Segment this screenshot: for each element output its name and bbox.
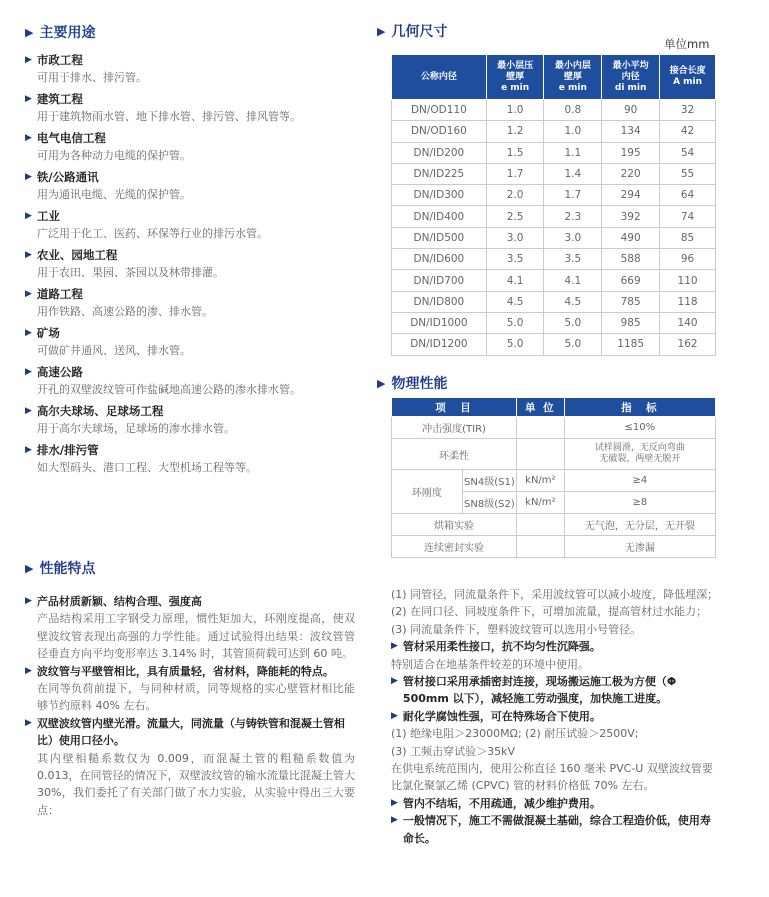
- use-desc: 用于建筑物雨水管、地下排水管、排污管、排风管等。: [37, 110, 301, 123]
- list-item: [25, 169, 365, 203]
- use-title-text: 工业: [36, 209, 60, 223]
- triangle-icon: ▶: [25, 367, 32, 377]
- table-row: [392, 249, 716, 270]
- table-row: [392, 142, 716, 163]
- table-cell: DN/OD160: [392, 121, 487, 142]
- feature-title: [391, 708, 721, 725]
- table-cell: DN/ID500: [392, 227, 487, 248]
- feature-title-text: 产品材质新颖、结构合理、强度高: [36, 595, 202, 608]
- table-cell: 0.8: [544, 100, 602, 121]
- flat-label: 环柔性: [392, 439, 517, 470]
- use-desc: 可做矿井通风、送风、排水管。: [37, 344, 191, 357]
- triangle-icon: ▶: [391, 797, 398, 808]
- sn8-label: SN8级(S2): [462, 492, 516, 514]
- table-cell: 985: [602, 312, 660, 333]
- feature-line: 在供电系统范围内，使用公称直径 160 毫米 PVC-U 双壁波纹管要比氯化聚氯乙烯 (CPVC) 管的材料价格低 70% 左右。: [391, 762, 713, 793]
- table-cell: 1185: [602, 334, 660, 355]
- table-cell: 1.0: [486, 100, 544, 121]
- table-cell: 294: [602, 185, 660, 206]
- feature-title: [25, 715, 355, 750]
- triangle-icon: ▶: [25, 596, 32, 606]
- arrow-icon: ▶: [377, 24, 386, 38]
- feature-title-text: 管材采用柔性接口，抗不均匀性沉降强。: [402, 640, 601, 654]
- table-row: [392, 206, 716, 227]
- table-cell: 54: [660, 142, 716, 163]
- triangle-icon: ▶: [25, 133, 32, 143]
- physical-title: 物理性能: [391, 376, 448, 392]
- list-item: [25, 247, 365, 281]
- table-row: [392, 417, 716, 439]
- impact-label: 冲击强度(TIR): [392, 417, 517, 439]
- table-cell: 392: [602, 206, 660, 227]
- table-row: [392, 334, 716, 355]
- triangle-icon: ▶: [25, 328, 32, 338]
- triangle-icon: ▶: [391, 641, 398, 652]
- use-desc: 用为通讯电缆、光缆的保护管。: [37, 188, 191, 201]
- use-title-text: 矿场: [36, 326, 60, 340]
- table-row: [392, 185, 716, 206]
- table-row: [392, 100, 716, 121]
- geo-header-line: 壁厚: [563, 71, 582, 82]
- triangle-icon: ▶: [25, 406, 32, 416]
- list-item: [25, 130, 365, 164]
- features-left: [25, 593, 355, 819]
- impact-value: ≤10%: [564, 417, 715, 439]
- phys-header-item: 项 目: [392, 398, 517, 417]
- table-cell: 3.0: [544, 227, 602, 248]
- geo-header-cell: [660, 55, 716, 100]
- triangle-icon: ▶: [25, 250, 32, 260]
- geometry-header-row: [392, 55, 716, 100]
- features-title: 性能特点: [39, 561, 96, 577]
- use-title: [25, 325, 365, 342]
- feature-title: [25, 663, 355, 680]
- feature-title: [391, 638, 721, 655]
- phys-header-index: 指 标: [564, 398, 715, 417]
- uses-list: [25, 52, 365, 481]
- use-title-text: 道路工程: [36, 287, 83, 301]
- use-title-text: 排水/排污管: [36, 443, 99, 457]
- table-cell: 4.1: [486, 270, 544, 291]
- geo-header-line: 接合长度: [669, 66, 706, 76]
- table-cell: 1.7: [486, 163, 544, 184]
- table-cell: 3.5: [544, 249, 602, 270]
- feature-point: (2) 在同口径、同坡度条件下，可增加流量，提高管材过水能力；: [391, 605, 708, 619]
- table-cell: 85: [660, 227, 716, 248]
- use-desc: 可用为各种动力电缆的保护管。: [37, 149, 191, 162]
- impact-unit: [517, 417, 565, 439]
- geo-header-cell: [544, 55, 602, 100]
- feature-body: 其内壁相糙系数仅为 0.009，而混凝土管的粗糙系数值为 0.013，在同管径的情况下，双壁波纹管的输水流量比混凝土管大 30%，我们委托了有关部门做了水力实验，从实验中得出三大要点：: [37, 751, 355, 817]
- flat-unit: [517, 439, 565, 470]
- use-title: [25, 208, 365, 225]
- table-cell: DN/ID700: [392, 270, 487, 291]
- feature-title-text: 耐化学腐蚀性强，可在特殊场合下使用。: [402, 709, 601, 723]
- oven-unit: [517, 514, 565, 536]
- use-title: [25, 52, 365, 69]
- use-title-text: 铁/公路通讯: [36, 170, 99, 184]
- table-cell: 3.0: [486, 227, 544, 248]
- use-desc: 可用于排水、排污管。: [37, 71, 147, 84]
- triangle-icon: ▶: [25, 665, 32, 676]
- table-row: [392, 227, 716, 248]
- use-desc: 用作铁路、高速公路的渗、排水管。: [37, 305, 213, 318]
- table-row: [392, 536, 716, 558]
- table-cell: 90: [602, 100, 660, 121]
- list-item: [25, 364, 365, 398]
- feature-title: [391, 795, 721, 812]
- table-cell: DN/ID1200: [392, 334, 487, 355]
- seal-unit: [517, 536, 565, 558]
- triangle-icon: ▶: [25, 211, 32, 221]
- seal-label: 连续密封实验: [392, 536, 517, 558]
- geo-header-line: e min: [501, 82, 530, 93]
- table-cell: DN/ID800: [392, 291, 487, 312]
- arrow-icon: ▶: [25, 25, 34, 39]
- table-cell: 220: [602, 163, 660, 184]
- sn8-unit: kN/m²: [517, 492, 565, 514]
- table-cell: 3.5: [486, 249, 544, 270]
- triangle-icon: ▶: [25, 94, 32, 104]
- use-title: [25, 169, 365, 186]
- table-cell: 5.0: [544, 334, 602, 355]
- triangle-icon: ▶: [25, 289, 32, 299]
- list-item: [25, 325, 365, 359]
- feature-title-text: 管材接口采用承插密封连接，现场搬运施工极为方便（Φ 500mm 以下），减轻施工劳动强度，加快施工进度。: [402, 675, 677, 706]
- uses-title: 主要用途: [39, 25, 96, 41]
- physical-table: [391, 397, 716, 558]
- use-title: [25, 403, 365, 420]
- table-cell: 42: [660, 121, 716, 142]
- use-title: [25, 442, 365, 459]
- oven-value: 无气泡，无分层，无开裂: [564, 514, 715, 536]
- table-cell: 64: [660, 185, 716, 206]
- table-cell: 4.1: [544, 270, 602, 291]
- table-cell: 195: [602, 142, 660, 163]
- table-row: [392, 121, 716, 142]
- use-title-text: 高尔夫球场、足球场工程: [36, 404, 164, 418]
- table-cell: 4.5: [486, 291, 544, 312]
- geo-header-line: 最小内层: [554, 60, 591, 71]
- geo-header-line: 最小平均: [612, 60, 649, 71]
- table-cell: 110: [660, 270, 716, 291]
- table-cell: 32: [660, 100, 716, 121]
- arrow-icon: ▶: [25, 561, 34, 575]
- stiffness-label: 环刚度: [392, 470, 463, 514]
- table-cell: 96: [660, 249, 716, 270]
- table-cell: 1.4: [544, 163, 602, 184]
- use-desc: 如大型码头、港口工程、大型机场工程等等。: [37, 461, 257, 474]
- feature-body: 产品结构采用工字钢受力原理，惯性矩加大，环刚度提高，使双壁波纹管表现出高强的力学性能。通过试验得出结果：波纹管管径垂直方向平均变形率达 3.14% 时，其管顶荷载可达到 60 吨。: [37, 612, 355, 661]
- geometry-heading: [377, 21, 447, 41]
- table-row: [392, 312, 716, 333]
- table-cell: 5.0: [544, 312, 602, 333]
- flat-value: 试样圆滑，无反向弯曲无破裂，两壁无脱开: [564, 439, 715, 470]
- feature-title-text: 双壁波纹管内壁光滑。流量大，同流量（与铸铁管和混凝土管相比）使用口径小。: [36, 716, 345, 748]
- triangle-icon: ▶: [25, 172, 32, 182]
- table-row: [392, 514, 716, 536]
- table-cell: 1.7: [544, 185, 602, 206]
- table-row: [392, 270, 716, 291]
- geo-header-line: 最小层压: [497, 60, 534, 71]
- use-title-text: 建筑工程: [36, 92, 83, 106]
- use-title: [25, 364, 365, 381]
- triangle-icon: ▶: [25, 445, 32, 455]
- table-cell: 1.2: [486, 121, 544, 142]
- sn4-label: SN4级(S1): [462, 470, 516, 492]
- feature-title: [391, 673, 721, 708]
- features-heading: [25, 558, 95, 578]
- geo-header-line: 内径: [621, 71, 640, 82]
- table-cell: DN/ID225: [392, 163, 487, 184]
- triangle-icon: ▶: [391, 676, 398, 687]
- use-desc: 开孔的双壁波纹管可作盐碱地高速公路的渗水排水管。: [37, 383, 301, 396]
- table-cell: 140: [660, 312, 716, 333]
- table-cell: DN/ID300: [392, 185, 487, 206]
- use-title-text: 电气电信工程: [36, 131, 106, 145]
- table-cell: DN/ID1000: [392, 312, 487, 333]
- table-cell: 4.5: [544, 291, 602, 312]
- table-cell: DN/ID200: [392, 142, 487, 163]
- feature-line: (3) 工频击穿试验＞35kV: [391, 744, 515, 758]
- geo-header-cell: [602, 55, 660, 100]
- table-cell: 785: [602, 291, 660, 312]
- feature-body: 在同等负荷前提下，与同种材质，同等规格的实心壁管材相比能够节约原料 40% 左右。: [37, 682, 355, 713]
- table-row: [392, 470, 716, 492]
- geo-header-line: A min: [673, 77, 703, 87]
- table-row: [392, 291, 716, 312]
- feature-line: (1) 绝缘电阻＞23000MΩ; (2) 耐压试验＞2500V;: [391, 727, 639, 741]
- use-desc: 用于高尔夫球场，足球场的渗水排水管。: [37, 422, 235, 435]
- table-cell: 2.5: [486, 206, 544, 227]
- geo-header-cell: [392, 55, 487, 100]
- table-cell: DN/OD110: [392, 100, 487, 121]
- table-cell: 2.0: [486, 185, 544, 206]
- feature-title-text: 管内不结垢，不用疏通，减少维护费用。: [402, 796, 601, 810]
- table-cell: 1.5: [486, 142, 544, 163]
- table-cell: 5.0: [486, 312, 544, 333]
- geometry-table: [391, 54, 716, 356]
- list-item: [25, 286, 365, 320]
- use-title: [25, 130, 365, 147]
- feature-title: [391, 812, 721, 847]
- table-row: [392, 439, 716, 470]
- geo-header-line: 公称内径: [420, 71, 457, 82]
- feature-title-text: 波纹管与平壁管相比，具有质量轻，省材料，降能耗的特点。: [36, 664, 334, 678]
- table-cell: 5.0: [486, 334, 544, 355]
- feature-title: [25, 593, 355, 610]
- sn8-value: ≥8: [564, 492, 715, 514]
- use-desc: 广泛用于化工、医药、环保等行业的排污水管。: [37, 227, 268, 240]
- use-desc: 用于农田、果园、茶园以及林带排灌。: [37, 266, 224, 279]
- geometry-title: 几何尺寸: [391, 24, 448, 40]
- table-row: [392, 163, 716, 184]
- feature-title-text: 一般情况下，施工不需做混凝土基础，综合工程造价低，使用寿命长。: [402, 814, 711, 845]
- uses-heading: [25, 22, 95, 42]
- oven-label: 烘箱实验: [392, 514, 517, 536]
- table-cell: 134: [602, 121, 660, 142]
- use-title: [25, 247, 365, 264]
- list-item: [25, 208, 365, 242]
- geo-header-line: di min: [614, 82, 647, 93]
- arrow-icon: ▶: [377, 376, 386, 390]
- table-cell: 2.3: [544, 206, 602, 227]
- table-cell: 55: [660, 163, 716, 184]
- list-item: [25, 442, 365, 476]
- table-cell: 588: [602, 249, 660, 270]
- geo-header-line: 壁厚: [506, 71, 525, 82]
- sn4-value: ≥4: [564, 470, 715, 492]
- sn4-unit: kN/m²: [517, 470, 565, 492]
- triangle-icon: ▶: [391, 710, 398, 721]
- physical-heading: [377, 373, 447, 393]
- unit-label: 单位mm: [664, 37, 710, 51]
- table-cell: 1.1: [544, 142, 602, 163]
- table-cell: 162: [660, 334, 716, 355]
- table-cell: DN/ID400: [392, 206, 487, 227]
- triangle-icon: ▶: [391, 815, 398, 826]
- table-cell: 1.0: [544, 121, 602, 142]
- feature-point: (3) 同流量条件下，塑料波纹管可以选用小号管径。: [391, 622, 642, 636]
- use-title: [25, 91, 365, 108]
- physical-header-row: [392, 398, 716, 417]
- use-title-text: 高速公路: [36, 365, 83, 379]
- phys-header-unit: 单 位: [517, 398, 565, 417]
- feature-point: (1) 同管径，同流量条件下，采用波纹管可以减小坡度，降低埋深；: [391, 588, 719, 601]
- geo-header-cell: [486, 55, 544, 100]
- table-cell: 669: [602, 270, 660, 291]
- triangle-icon: ▶: [25, 717, 32, 728]
- triangle-icon: ▶: [25, 55, 32, 65]
- list-item: [25, 52, 365, 86]
- list-item: [25, 403, 365, 437]
- feature-line: 特别适合在地基条件较差的环境中使用。: [391, 657, 589, 671]
- table-cell: 118: [660, 291, 716, 312]
- seal-value: 无渗漏: [564, 536, 715, 558]
- table-cell: 490: [602, 227, 660, 248]
- use-title: [25, 286, 365, 303]
- list-item: [25, 91, 365, 125]
- use-title-text: 市政工程: [36, 53, 83, 67]
- geo-header-line: e min: [558, 82, 587, 93]
- features-right: [391, 586, 721, 847]
- table-cell: 74: [660, 206, 716, 227]
- table-cell: DN/ID600: [392, 249, 487, 270]
- use-title-text: 农业、园地工程: [36, 248, 118, 262]
